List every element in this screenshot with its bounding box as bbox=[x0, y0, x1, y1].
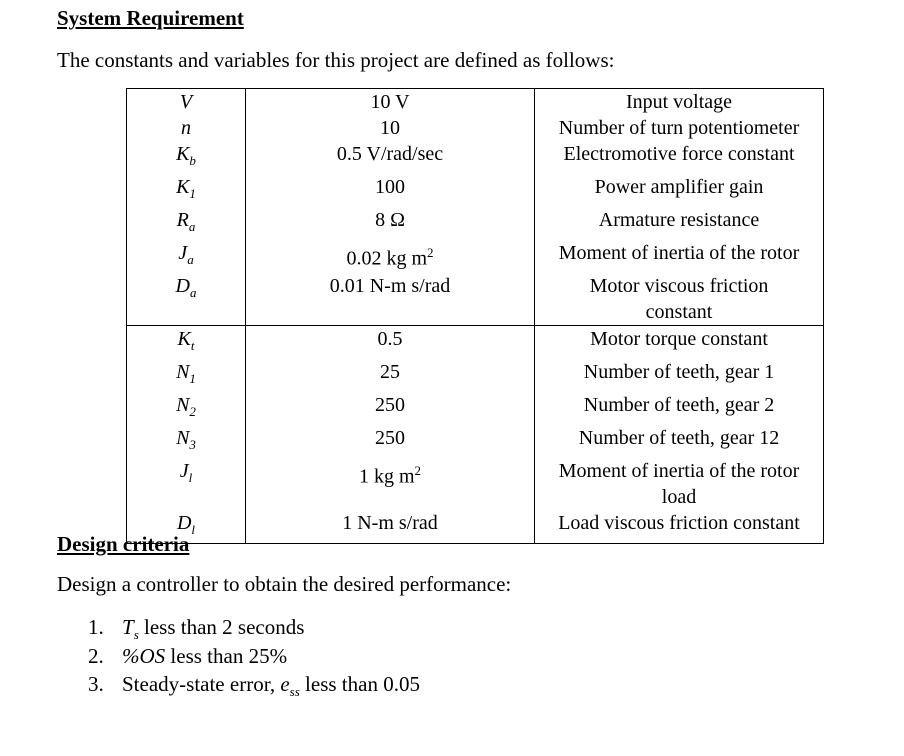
parameter-symbol: $N_2$ bbox=[127, 392, 246, 425]
parameter-description: Number of teeth, gear 2 bbox=[535, 392, 824, 425]
parameter-description: Number of turn potentiometer bbox=[535, 115, 824, 141]
parameter-symbol: $K_b$ bbox=[127, 141, 246, 174]
parameter-value: 10 bbox=[246, 115, 535, 141]
parameter-row bbox=[127, 141, 824, 174]
parameter-row bbox=[127, 359, 824, 392]
parameter-value: 0.02 kg $m^2$ bbox=[246, 240, 535, 273]
parameter-row bbox=[127, 115, 824, 141]
parameter-description: Input voltage bbox=[535, 89, 824, 116]
parameter-symbol: $R_a$ bbox=[127, 207, 246, 240]
design-intro-text: Design a controller to obtain the desired performance: bbox=[57, 572, 512, 596]
parameter-symbol: $N_1$ bbox=[127, 359, 246, 392]
parameter-row bbox=[127, 89, 824, 116]
parameter-value: 1 kg $m^2$ bbox=[246, 458, 535, 510]
parameter-description: Motor viscous friction constant bbox=[535, 273, 824, 326]
criterion-1: 1. $T_s$ less than 2 seconds bbox=[88, 615, 305, 643]
parameter-symbol: n bbox=[127, 115, 246, 141]
parameter-description: Load viscous friction constant bbox=[535, 510, 824, 544]
system-intro-text: The constants and variables for this project are defined as follows: bbox=[57, 48, 615, 72]
parameter-value: 0.5 bbox=[246, 326, 535, 360]
criterion-3: 3. Steady-state error, $e_{ss}$ less than 0.05 bbox=[88, 672, 420, 700]
parameter-symbol: $N_3$ bbox=[127, 425, 246, 458]
parameter-symbol: $D_l$ bbox=[127, 510, 246, 544]
parameter-row bbox=[127, 458, 824, 510]
parameter-row bbox=[127, 240, 824, 273]
parameter-row bbox=[127, 510, 824, 544]
system-requirement-heading: System Requirement bbox=[57, 6, 244, 30]
parameter-value: 10 V bbox=[246, 89, 535, 116]
parameter-description: Armature resistance bbox=[535, 207, 824, 240]
parameter-value: 0.01 N-m s/rad bbox=[246, 273, 535, 326]
parameter-row bbox=[127, 273, 824, 326]
parameter-value: 250 bbox=[246, 392, 535, 425]
parameter-symbol: $D_a$ bbox=[127, 273, 246, 326]
parameter-value: 250 bbox=[246, 425, 535, 458]
parameter-value: 8 Ω bbox=[246, 207, 535, 240]
parameter-value: 1 N-m s/rad bbox=[246, 510, 535, 544]
parameter-description: Moment of inertia of the rotor load bbox=[535, 458, 824, 510]
parameter-symbol: $J_a$ bbox=[127, 240, 246, 273]
parameter-row bbox=[127, 174, 824, 207]
parameter-description: Power amplifier gain bbox=[535, 174, 824, 207]
parameter-symbol: $K_t$ bbox=[127, 326, 246, 360]
parameter-row bbox=[127, 392, 824, 425]
parameter-value: 25 bbox=[246, 359, 535, 392]
parameter-description: Electromotive force constant bbox=[535, 141, 824, 174]
parameter-description: Moment of inertia of the rotor bbox=[535, 240, 824, 273]
parameter-symbol: V bbox=[127, 89, 246, 116]
parameter-symbol: $J_l$ bbox=[127, 458, 246, 510]
design-criteria-heading: Design criteria bbox=[57, 532, 190, 556]
parameter-row bbox=[127, 425, 824, 458]
parameter-description: Number of teeth, gear 1 bbox=[535, 359, 824, 392]
criterion-2: 2. %OS less than 25% bbox=[88, 644, 288, 668]
parameter-value: 0.5 V/rad/sec bbox=[246, 141, 535, 174]
parameter-value: 100 bbox=[246, 174, 535, 207]
parameter-row bbox=[127, 326, 824, 360]
parameter-description: Number of teeth, gear 12 bbox=[535, 425, 824, 458]
parameters-table bbox=[126, 88, 824, 544]
parameter-row bbox=[127, 207, 824, 240]
parameter-symbol: $K_1$ bbox=[127, 174, 246, 207]
parameter-description: Motor torque constant bbox=[535, 326, 824, 360]
